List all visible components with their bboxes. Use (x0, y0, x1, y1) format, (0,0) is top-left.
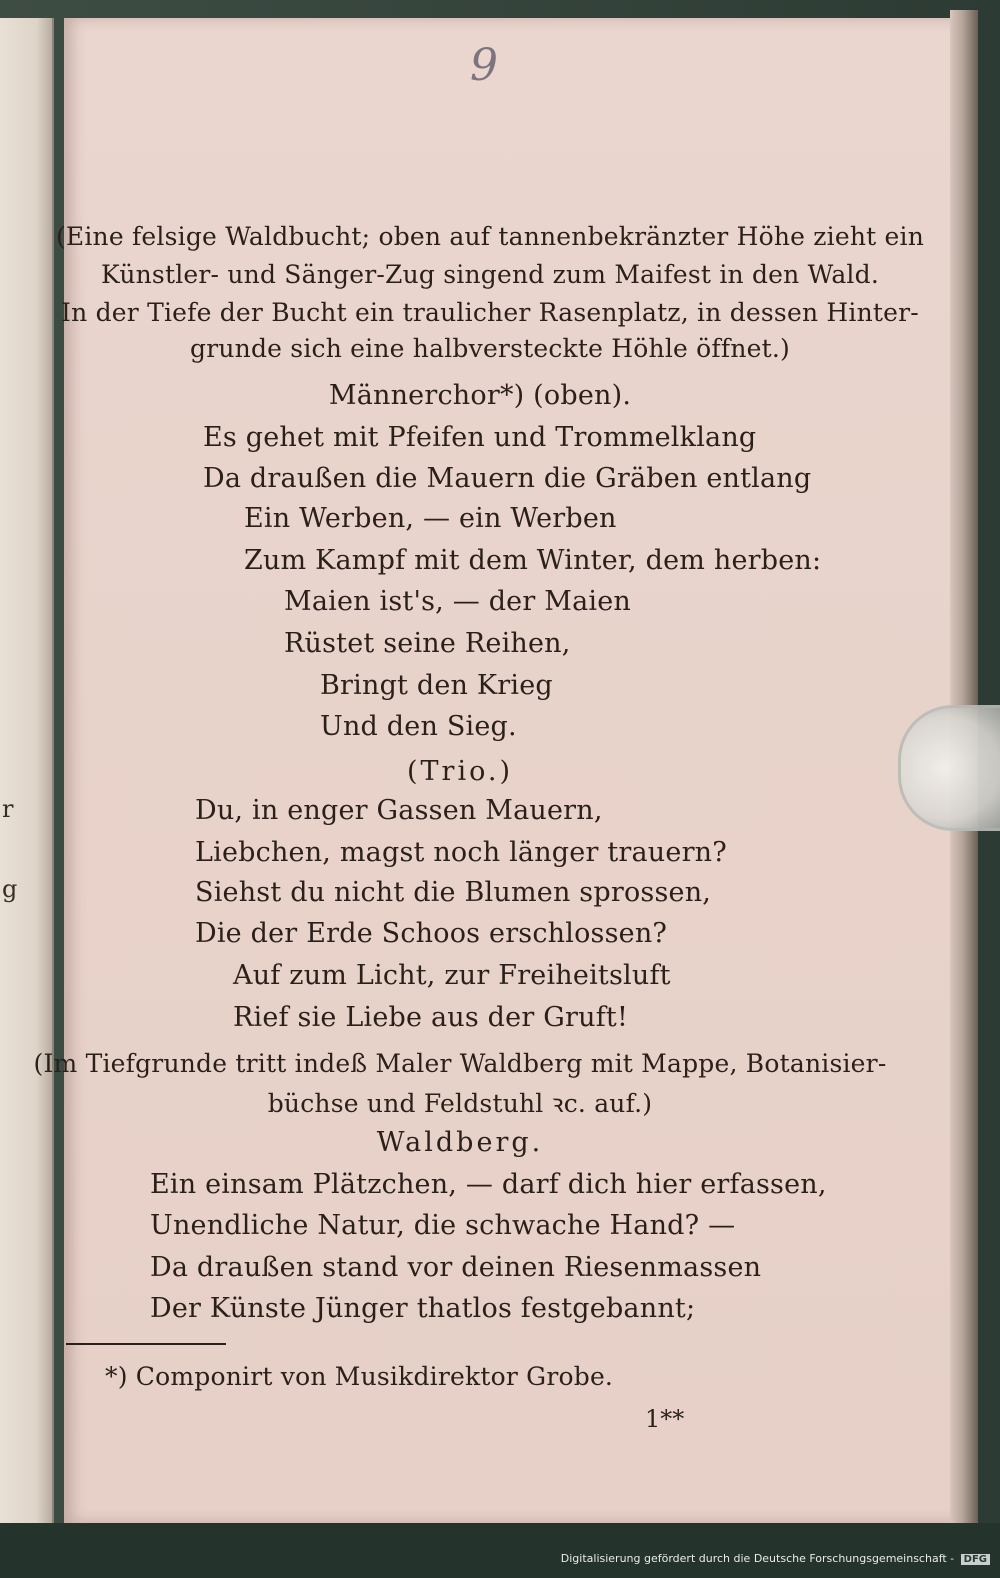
stage-direction-line: Künstler- und Sänger-Zug singend zum Maifest in den Wald. (101, 260, 879, 289)
verse-line: Rüstet seine Reihen, (284, 628, 571, 659)
verse-line: Der Künste Jünger thatlos festgebannt; (150, 1293, 696, 1324)
verse-line: Unendliche Natur, die schwache Hand? — (150, 1210, 736, 1241)
dfg-logo: DFG (961, 1554, 990, 1565)
verse-line: Auf zum Licht, zur Freiheitsluft (233, 960, 671, 991)
footnote: *) Componirt von Musikdirektor Grobe. (105, 1362, 614, 1391)
verse-line: Du, in enger Gassen Mauern, (195, 795, 603, 826)
handwritten-folio-number: 9 (470, 40, 498, 91)
mens-chorus-heading: Männerchor*) (oben). (328, 380, 632, 411)
trio-heading: (Trio.) (407, 756, 513, 787)
verse-line: Maien ist's, — der Maien (284, 586, 631, 617)
verse-line: Ein einsam Plätzchen, — darf dich hier erfassen, (150, 1169, 827, 1200)
stage-direction-line: In der Tiefe der Bucht ein traulicher Rasenplatz, in dessen Hinter- (61, 298, 919, 327)
verse-line: Bringt den Krieg (320, 670, 553, 701)
verse-line: Liebchen, magst noch länger trauern? (195, 837, 727, 868)
verse-line: Da draußen stand vor deinen Riesenmassen (150, 1252, 762, 1283)
stage-direction-line: (Im Tiefgrunde tritt indeß Maler Waldberg mit Mappe, Botanisier- (33, 1049, 887, 1078)
verse-line: Rief sie Liebe aus der Gruft! (233, 1002, 628, 1033)
stage-direction-line: (Eine felsige Waldbucht; oben auf tannenbekränzter Höhe zieht ein (55, 222, 925, 251)
left-page-fragment: g (2, 875, 18, 903)
verse-line: Siehst du nicht die Blumen sprossen, (195, 877, 712, 908)
left-page-fragment: r (2, 795, 14, 823)
verse-line: Es gehet mit Pfeifen und Trommelklang (203, 422, 757, 453)
waldberg-heading: Waldberg. (376, 1127, 544, 1158)
verse-line: Da draußen die Mauern die Gräben entlang (203, 463, 812, 494)
stage-direction-line: grunde sich eine halbversteckte Höhle öffnet.) (190, 334, 790, 363)
magnifier-glass (898, 705, 1000, 831)
verse-line: Zum Kampf mit dem Winter, dem herben: (244, 545, 822, 576)
verse-line: Und den Sieg. (320, 711, 517, 742)
verse-line: Die der Erde Schoos erschlossen? (195, 918, 668, 949)
stage-direction-line: büchse und Feldstuhl ꝛc. auf.) (267, 1089, 653, 1118)
printer-signature: 1** (645, 1405, 685, 1433)
verse-line: Ein Werben, — ein Werben (244, 503, 617, 534)
credit-text: Digitalisierung gefördert durch die Deutsche Forschungsgemeinschaft - (560, 1552, 955, 1565)
scan-bottom-band (0, 1523, 1000, 1578)
digitization-credit (561, 1552, 990, 1565)
footnote-rule (66, 1343, 226, 1345)
